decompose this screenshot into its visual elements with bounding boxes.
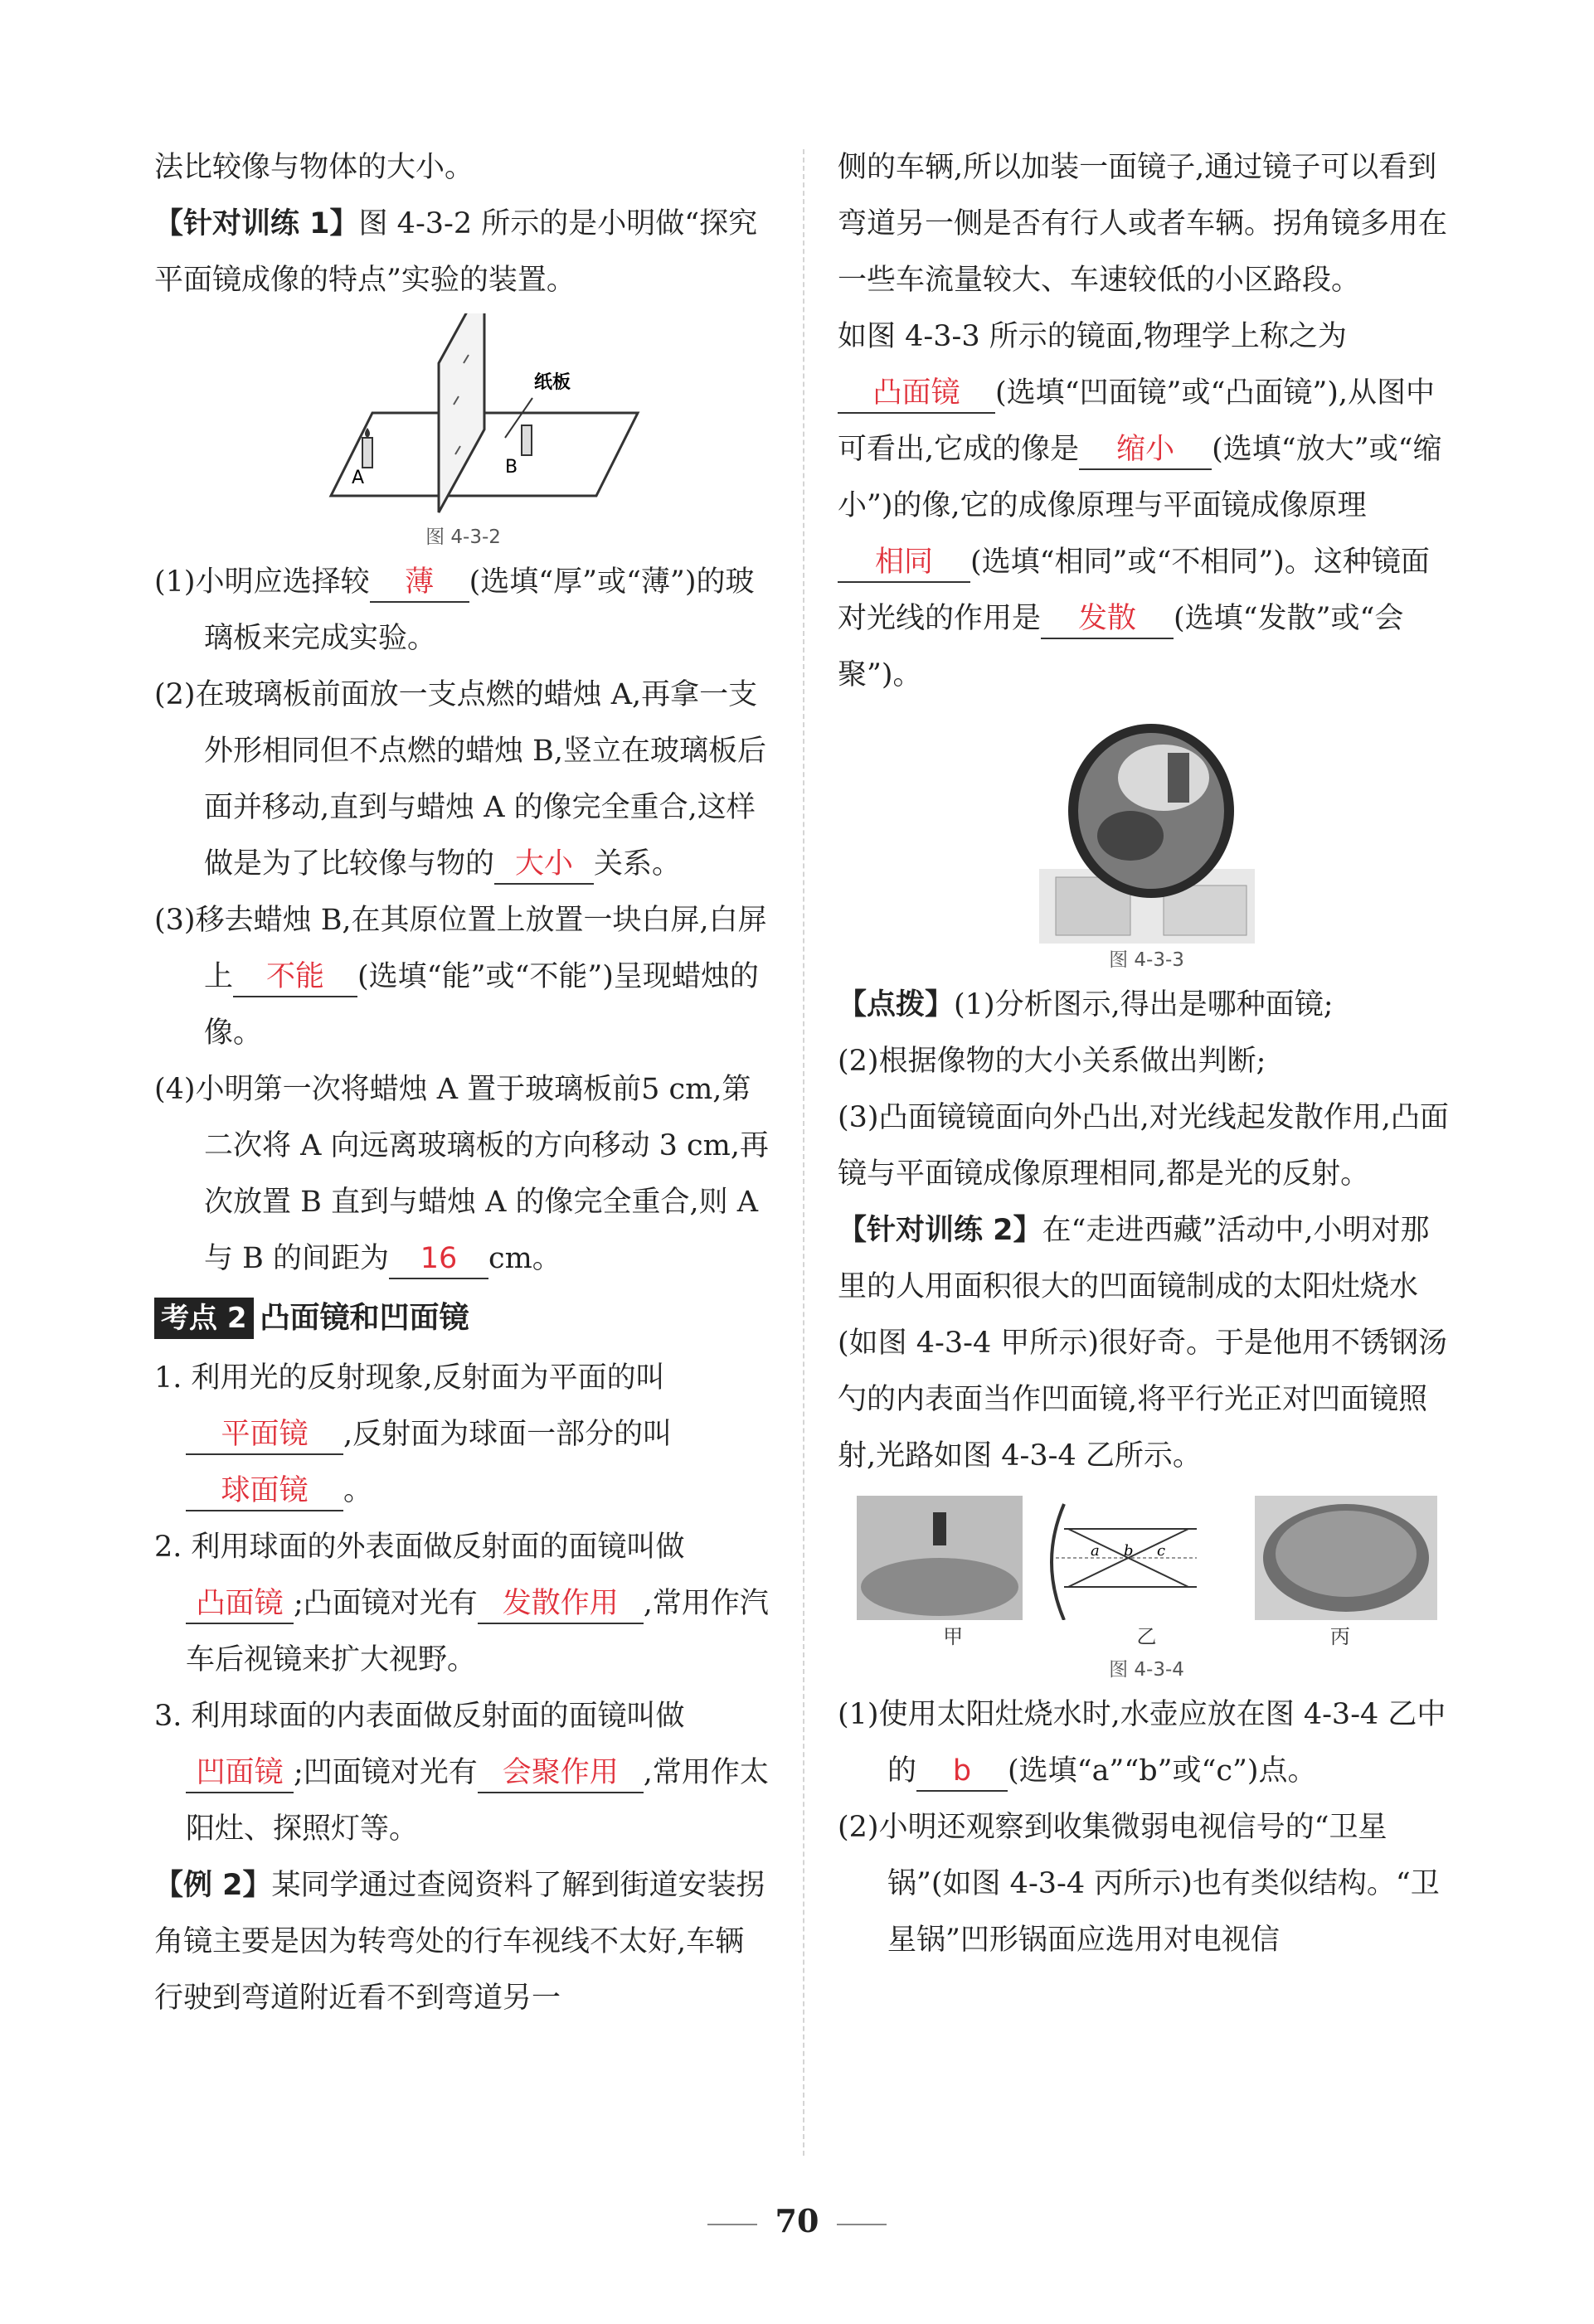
- figure-concave-mirror-set: [857, 1496, 1437, 1620]
- question-1: (1)小明应选择较 薄 (选填“厚”或“薄”)的玻璃板来完成实验。: [154, 554, 772, 667]
- section-title: 凸面镜和凹面镜: [260, 1301, 469, 1335]
- sublabel: 乙: [1136, 1625, 1157, 1648]
- left-column: [154, 139, 772, 2026]
- answer-blank: 不能: [233, 958, 357, 997]
- point-b: b: [1123, 1542, 1134, 1560]
- point-a: a: [1090, 1542, 1100, 1560]
- figure-convex-mirror-photo: [1039, 720, 1255, 944]
- answer-blank: 发散作用: [478, 1584, 644, 1624]
- answer-blank: 凹面镜: [186, 1754, 294, 1793]
- training-1: [154, 196, 772, 308]
- column-divider: [803, 149, 804, 2156]
- page-number: 70: [0, 2202, 1594, 2239]
- answer-blank: 薄: [370, 563, 469, 603]
- figure-caption: 图 4-3-3: [1109, 949, 1184, 971]
- training-text: 图 4-3-2 所示的是小明做“探究平面镜成像的特点”实验的装置。: [154, 207, 758, 297]
- question-mirror: 如图 4-3-3 所示的镜面,物理学上称之为凸面镜 (选填“凹面镜”或“凸面镜”),从图中可看出,它成的像是 缩小 (选填“放大”或“缩小”)的像,它的成像原理与平面镜成像原理相同 (选填“相同”或“不相同”)。这种镜面对光线的作用是 发散 (选填“发散”或“会聚”)。: [838, 320, 1442, 691]
- knowledge-3: 3. 利用球面的内表面做反射面的面镜叫做凹面镜 ;凹面镜对光有 会聚作用 ,常用作太阳灶、探照灯等。: [154, 1700, 769, 1846]
- question-4: (4)小明第一次将蜡烛 A 置于玻璃板前5 cm,第二次将 A 向远离玻璃板的方向移动 3 cm,再次放置 B 直到与蜡烛 A 的像完全重合,则 A 与 B 的间距为 16 cm。: [154, 1061, 772, 1287]
- knowledge-2: 2. 利用球面的外表面做反射面的面镜叫做凸面镜 ;凸面镜对光有 发散作用 ,常用作汽车后视镜来扩大视野。: [154, 1531, 769, 1676]
- figure-sublabels: [857, 1620, 1437, 1653]
- answer-blank: 会聚作用: [478, 1754, 644, 1793]
- question-r2: (2)小明还观察到收集微弱电视信号的“卫星锅”(如图 4-3-4 丙所示)也有类似结构。“卫星锅”凹形锅面应选用对电视信: [838, 1811, 1440, 1957]
- training-2: 【针对训练 2】在“走进西藏”活动中,小明对那里的人用面积很大的凹面镜制成的太阳灶烧水(如图 4-3-4 甲所示)很好奇。于是他用不锈钢汤勺的内表面当作凹面镜,将平行光正对凹面镜照射,光路如图 4-3-4 乙所示。: [838, 1214, 1448, 1473]
- answer-blank: 缩小: [1079, 430, 1212, 470]
- answer-blank: 16: [389, 1240, 488, 1279]
- question-3: (3)移去蜡烛 B,在其原位置上放置一块白屏,白屏上 不能 (选填“能”或“不能”)呈现蜡烛的像。: [154, 904, 767, 1050]
- label-a: A: [351, 468, 364, 488]
- tip: 【点拨】(1)分析图示,得出是哪种面镜;: [838, 988, 1334, 1021]
- answer-blank: 凸面镜: [186, 1584, 294, 1624]
- figure-caption: 图 4-3-4: [1109, 1659, 1184, 1681]
- right-column: [838, 139, 1455, 1968]
- question-2: (2)在玻璃板前面放一支点燃的蜡烛 A,再拿一支外形相同但不点燃的蜡烛 B,竖立在玻璃板后面并移动,直到与蜡烛 A 的像完全重合,这样做是为了比较像与物的 大小 关系。: [154, 667, 772, 892]
- figure-caption: 图 4-3-2: [425, 526, 501, 548]
- answer-blank: 大小: [494, 845, 594, 885]
- label-paper: 纸板: [533, 372, 571, 393]
- answer-blank: 凸面镜: [838, 374, 995, 414]
- sublabel: 丙: [1329, 1625, 1350, 1648]
- question-r1: (1)使用太阳灶烧水时,水壶应放在图 4-3-4 乙中的 b (选填“a”“b”或“c”)点。: [838, 1686, 1455, 1799]
- tip-3: (3)凸面镜镜面向外凸出,对光线起发散作用,凸面镜与平面镜成像原理相同,都是光的反射。: [838, 1101, 1449, 1191]
- section-number: 考点 2: [154, 1298, 254, 1339]
- sublabel: 甲: [943, 1625, 964, 1648]
- section-header: [154, 1290, 772, 1346]
- answer-blank: 相同: [838, 543, 970, 583]
- label-b: B: [504, 457, 518, 478]
- answer-blank: 平面镜: [186, 1415, 343, 1455]
- text-paragraph: 侧的车辆,所以加装一面镜子,通过镜子可以看到弯道另一侧是否有行人或者车辆。拐角镜多用在一些车流量较大、车速较低的小区路段。: [838, 151, 1448, 297]
- point-c: c: [1156, 1542, 1165, 1560]
- knowledge-1: 1. 利用光的反射现象,反射面为平面的叫平面镜 ,反射面为球面一部分的叫球面镜 。: [154, 1350, 772, 1519]
- answer-blank: 球面镜: [186, 1472, 343, 1511]
- text-line: 法比较像与物体的大小。: [154, 151, 474, 184]
- example-2: 【例 2】某同学通过查阅资料了解到街道安装拐角镜主要是因为转弯处的行车视线不太好,车辆行驶到弯道附近看不到弯道另一: [154, 1869, 765, 2015]
- answer-blank: b: [916, 1752, 1008, 1792]
- tip-2: (2)根据像物的大小关系做出判断;: [838, 1045, 1266, 1078]
- answer-blank: 发散: [1041, 599, 1174, 639]
- training-tag: 【针对训练 1】: [154, 207, 359, 240]
- figure-mirror-apparatus: [281, 313, 646, 521]
